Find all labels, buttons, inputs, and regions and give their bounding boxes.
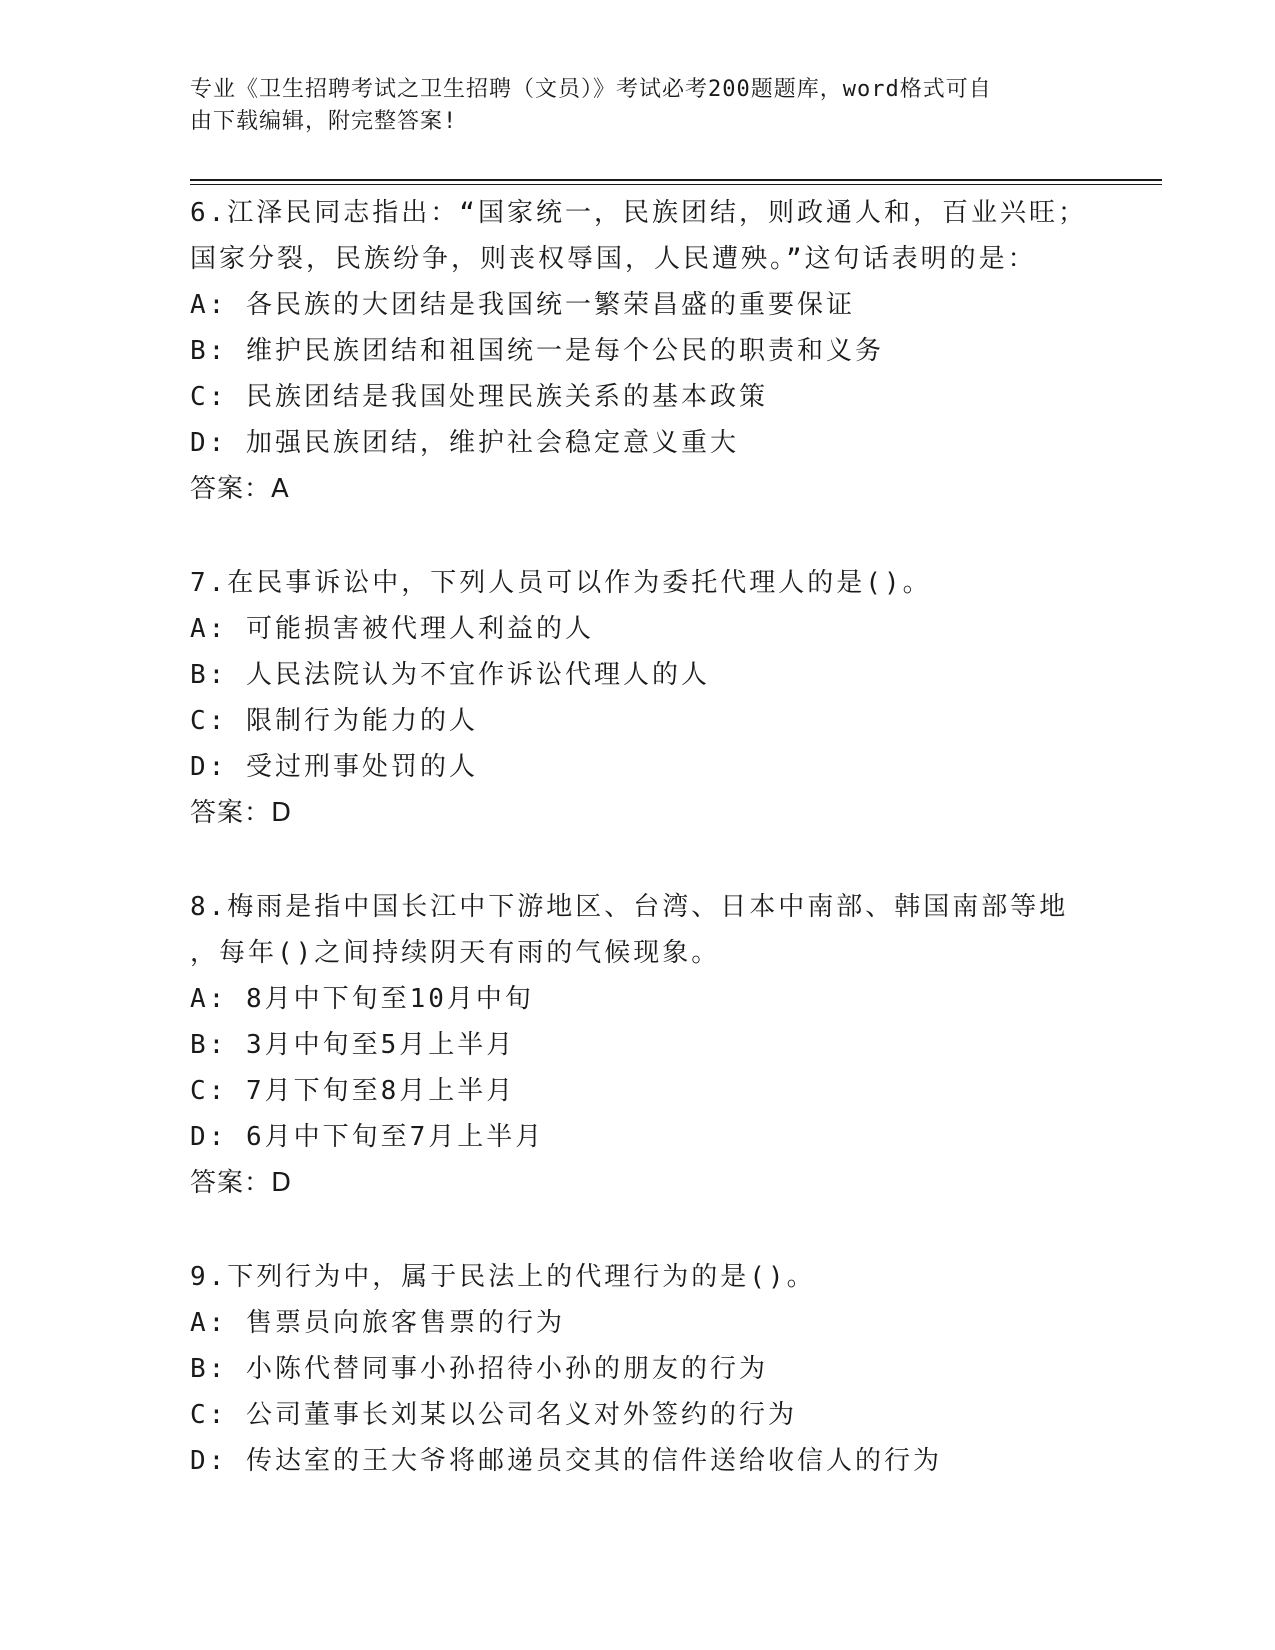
question-stem-line: 国家分裂，民族纷争，则丧权辱国，人民遭殃。”这句话表明的是： — [190, 244, 1037, 274]
option-c: C: 公司董事长刘某以公司名义对外签约的行为 — [190, 1400, 797, 1430]
question-stem-line: 8.梅雨是指中国长江中下游地区、台湾、日本中南部、韩国南部等地 — [190, 892, 1069, 922]
header-line-2: 由下载编辑，附完整答案! — [190, 109, 458, 134]
option-b: B: 小陈代替同事小孙招待小孙的朋友的行为 — [190, 1354, 768, 1384]
answer-line: 答案：A — [190, 474, 290, 504]
answer-line: 答案：D — [190, 798, 293, 828]
question-8 — [190, 884, 1090, 1206]
option-a: A: 各民族的大团结是我国统一繁荣昌盛的重要保证 — [190, 290, 855, 320]
question-9 — [190, 1254, 1090, 1484]
question-stem-line: 7.在民事诉讼中，下列人员可以作为委托代理人的是()。 — [190, 568, 932, 598]
option-d: D: 加强民族团结，维护社会稳定意义重大 — [190, 428, 739, 458]
question-list — [190, 190, 1090, 1484]
document-header — [190, 74, 1090, 138]
option-c: C: 限制行为能力的人 — [190, 706, 478, 736]
header-line-1: 专业《卫生招聘考试之卫生招聘（文员）》考试必考200题题库，word格式可自 — [190, 77, 992, 102]
option-c: C: 民族团结是我国处理民族关系的基本政策 — [190, 382, 768, 412]
question-stem-line: 6.江泽民同志指出：“国家统一，民族团结，则政通人和，百业兴旺； — [190, 198, 1087, 228]
option-d: D: 受过刑事处罚的人 — [190, 752, 478, 782]
question-stem-line: 9.下列行为中，属于民法上的代理行为的是()。 — [190, 1262, 816, 1292]
option-a: A: 可能损害被代理人利益的人 — [190, 614, 594, 644]
option-a: A: 售票员向旅客售票的行为 — [190, 1308, 565, 1338]
option-b: B: 人民法院认为不宜作诉讼代理人的人 — [190, 660, 710, 690]
question-7 — [190, 560, 1090, 836]
header-divider-thin — [190, 184, 1162, 185]
question-6 — [190, 190, 1090, 512]
option-b: B: 3月中旬至5月上半月 — [190, 1030, 516, 1060]
option-b: B: 维护民族团结和祖国统一是每个公民的职责和义务 — [190, 336, 884, 366]
header-divider-thick — [190, 179, 1162, 181]
option-c: C: 7月下旬至8月上半月 — [190, 1076, 516, 1106]
question-stem-line: ，每年()之间持续阴天有雨的气候现象。 — [190, 938, 721, 968]
option-d: D: 6月中下旬至7月上半月 — [190, 1122, 545, 1152]
answer-line: 答案：D — [190, 1168, 293, 1198]
option-d: D: 传达室的王大爷将邮递员交其的信件送给收信人的行为 — [190, 1446, 942, 1476]
option-a: A: 8月中下旬至10月中旬 — [190, 984, 534, 1014]
